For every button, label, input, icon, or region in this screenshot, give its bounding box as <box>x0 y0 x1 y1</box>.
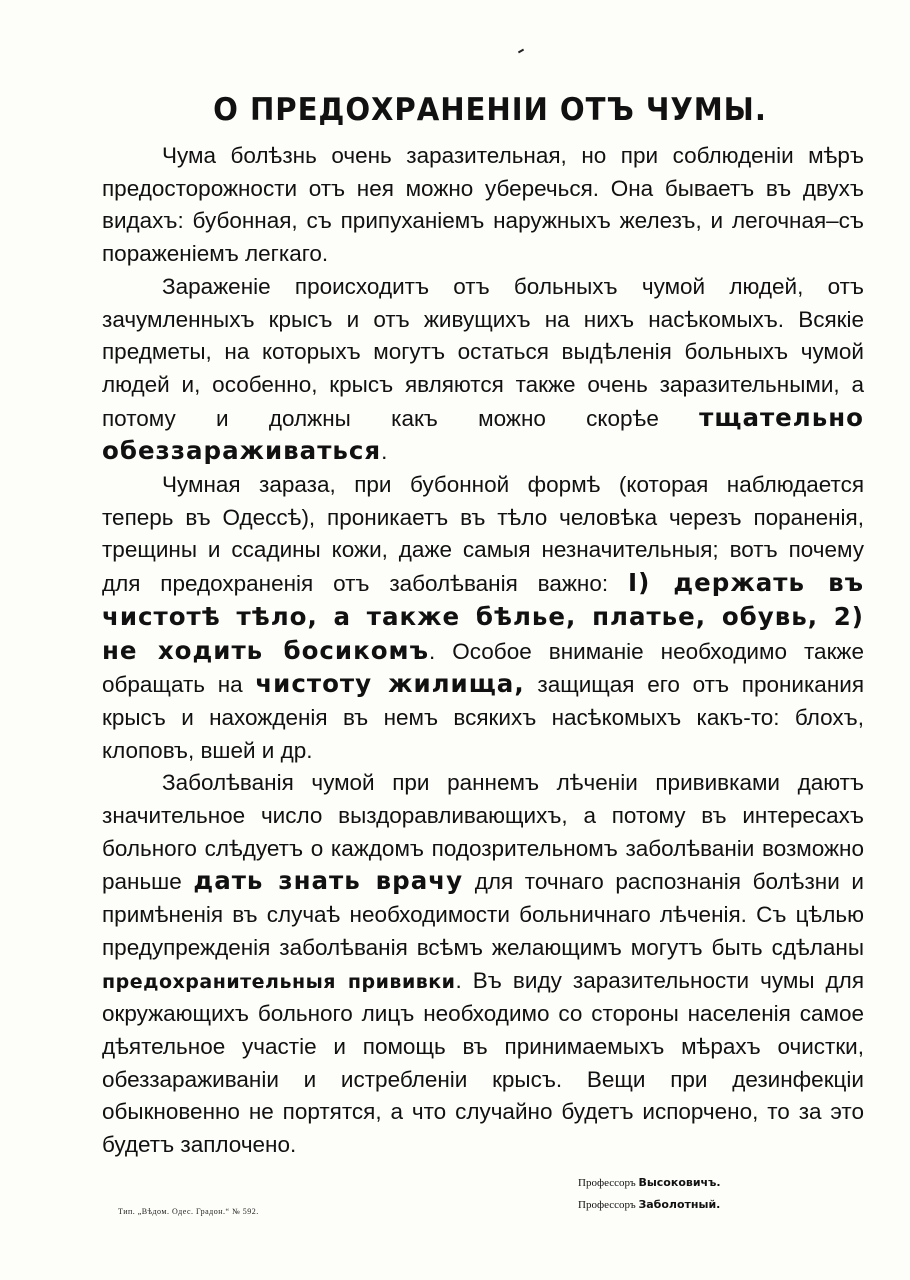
poster-body <box>102 140 864 1162</box>
paragraph-4 <box>102 767 864 1161</box>
paragraph-3-text-1: Чумная зараза, при бубонной формѣ (которая наблюдается теперь въ Одессѣ), проникаетъ въ тѣло человѣка черезъ пораненія, трещины и ссадины кожи, даже самыя незначительныя; вотъ почему для предохраненія отъ заболѣванія важно: <box>102 472 864 597</box>
paragraph-3-text-3: защищая его отъ проникания крысъ и нахожденія въ немъ всякихъ насѣкомыхъ какъ-то: блохъ, клоповъ, вшей и др. <box>102 672 864 763</box>
paragraph-4-text-2: для точнаго распознанія болѣзни и примѣненія въ случаѣ необходимости больничнаго лѣченія. Съ цѣлью предупрежденія заболѣванія всѣмъ желающимъ могутъ быть сдѣланы <box>102 869 865 960</box>
paragraph-2-text-2: . <box>381 439 388 465</box>
signature-line <box>578 1172 798 1194</box>
paragraph-4-text-1: Заболѣванія чумой при раннемъ лѣченіи прививками даютъ значительное число выздоравливающихъ, а потому въ интересахъ больного слѣдуетъ о каждомъ подозрительномъ заболѣваніи возможно раньше <box>102 770 864 895</box>
print-mark <box>518 49 524 54</box>
signature-name: Заболотный. <box>638 1198 721 1211</box>
signature-role: Профессоръ <box>578 1177 636 1189</box>
signature-role: Профессоръ <box>578 1199 636 1211</box>
printer-imprint: Тип. „Вѣдом. Одес. Градон.“ № 592. <box>118 1207 259 1216</box>
paragraph-2-text-1: Зараженіе происходитъ отъ больныхъ чумой людей, отъ зачумленныхъ крысъ и отъ живущихъ на нихъ насѣкомыхъ. Всякіе предметы, на которыхъ могутъ остаться выдѣленія больныхъ чумой людей и, особенно, крысъ являются также очень заразительными, а потому и должны какъ можно скорѣе <box>102 273 864 431</box>
signatures <box>578 1172 798 1216</box>
paragraph-4-text-3: . Въ виду заразительности чумы для окружающихъ больного лицъ необходимо со стороны населенія самое дѣятельное участіе и помощь въ принимаемыхъ мѣрахъ очистки, обеззараживаніи и истребленіи крысъ. Вещи при дезинфекціи обыкновенно не портятся, а что случайно будетъ испорчено, то за это будетъ заплочено. <box>102 967 864 1158</box>
emphasis-cleanliness: I) держать въ чистотѣ тѣло, а также бѣлье, платье, обувь, 2) не ходить босикомъ <box>102 568 864 665</box>
paragraph-3-text-2: . Особое вниманіе необходимо также обращать на <box>102 638 864 698</box>
signature-line <box>578 1194 798 1216</box>
emphasis-vaccination: предохранительныя прививки <box>102 970 456 993</box>
emphasis-disinfect: тщательно обеззараживаться <box>102 402 864 466</box>
emphasis-doctor: дать знать врачу <box>193 866 464 896</box>
paragraph-3 <box>102 469 864 767</box>
paragraph-2 <box>102 271 864 469</box>
paragraph-1: Чума болѣзнь очень заразительная, но при соблюденіи мѣръ предосторожности отъ нея можно уберечься. Она бываетъ въ двухъ видахъ: бубонная, съ припуханіемъ наружныхъ железъ, и легочная–съ пораженіемъ легкаго. <box>102 143 864 267</box>
emphasis-dwelling: чистоту жилища, <box>255 669 525 699</box>
signature-name: Высоковичъ. <box>638 1176 721 1189</box>
poster-title: О ПРЕДОХРАНЕНIИ ОТЪ ЧУМЫ. <box>213 92 767 128</box>
